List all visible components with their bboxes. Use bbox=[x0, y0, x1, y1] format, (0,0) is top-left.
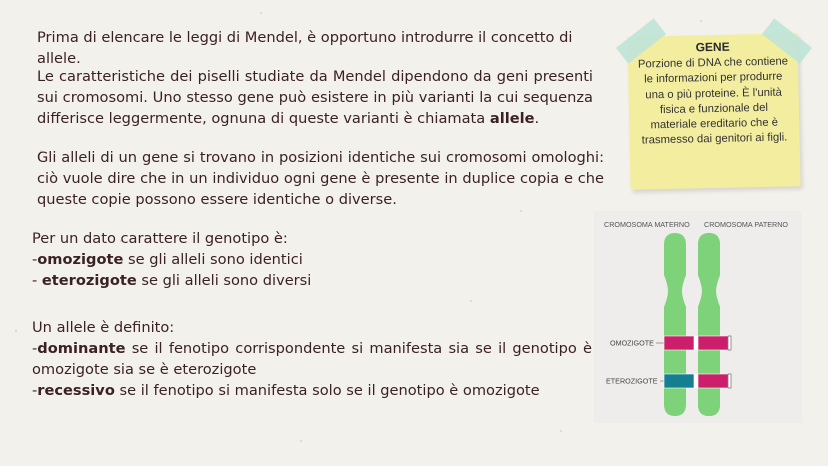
label-maternal: CROMOSOMA MATERNO bbox=[604, 220, 690, 229]
allele-gap-omozigote bbox=[694, 336, 698, 350]
paragraph-alleles: Le caratteristiche dei piselli studiate da Mendel dipendono da geni presenti sui cromosomi. Uno stesso gene può esistere in più varianti la cui sequenza differisce leggermente, ognuna di queste varianti è chiamata allele. bbox=[37, 68, 593, 127]
allele-paternal-eterozigote bbox=[698, 374, 728, 388]
genotype-heading: Per un dato carattere il genotipo è: bbox=[32, 230, 288, 247]
allele-maternal-omozigote bbox=[664, 336, 694, 350]
term-allele: allele bbox=[489, 110, 535, 127]
allele-paternal-omozigote bbox=[698, 336, 728, 350]
label-omozigote: OMOZIGOTE bbox=[610, 338, 654, 348]
term-dominante: dominante bbox=[37, 340, 126, 357]
label-eterozigote: ETEROZIGOTE bbox=[606, 376, 658, 386]
intro-text: Prima di elencare le leggi di Mendel, è opportuno introdurre il concetto di allele. bbox=[37, 29, 573, 67]
chromosome-diagram bbox=[594, 211, 802, 423]
genotype-omozigote: -omozigote se gli alleli sono identici bbox=[32, 251, 303, 268]
allele-recessivo: -recessivo se il fenotipo si manifesta solo se il genotipo è omozigote bbox=[32, 382, 540, 399]
label-paternal: CROMOSOMA PATERNO bbox=[704, 220, 788, 229]
allele-outline-omozigote bbox=[728, 336, 731, 350]
allele-maternal-eterozigote bbox=[664, 374, 694, 388]
maternal-chromosome bbox=[664, 233, 686, 416]
paternal-chromosome-fill bbox=[698, 233, 720, 416]
allele-outline-eterozigote bbox=[728, 374, 731, 388]
genotype-eterozigote: - eterozigote se gli alleli sono diversi bbox=[32, 272, 312, 289]
allele-heading: Un allele è definito: bbox=[32, 319, 175, 336]
paragraph-homologous: Gli alleli di un gene si trovano in posizioni identiche sui cromosomi omologhi: ciò vuole dire che in un individuo ogni gene è presente in duplice copia e che queste copie possono essere identiche o diverse. bbox=[37, 149, 604, 208]
note-title: GENE bbox=[695, 39, 730, 55]
gene-sticky-note bbox=[629, 35, 799, 188]
term-omozigote: omozigote bbox=[37, 251, 124, 268]
term-recessivo: recessivo bbox=[37, 382, 115, 399]
term-eterozigote: eterozigote bbox=[41, 272, 137, 289]
allele-dominante: -dominante se il fenotipo corrispondente si manifesta sia se il genotipo è omozigote sia se è eterozigote bbox=[32, 340, 592, 378]
note-paper bbox=[627, 33, 800, 190]
note-body: Porzione di DNA che contiene le informazioni per produrre una o più proteine. È l'unità fisica e funzionale del materiale ereditario che è trasmesso dai genitori ai figli. bbox=[637, 55, 789, 148]
allele-gap-eterozigote bbox=[694, 374, 698, 388]
